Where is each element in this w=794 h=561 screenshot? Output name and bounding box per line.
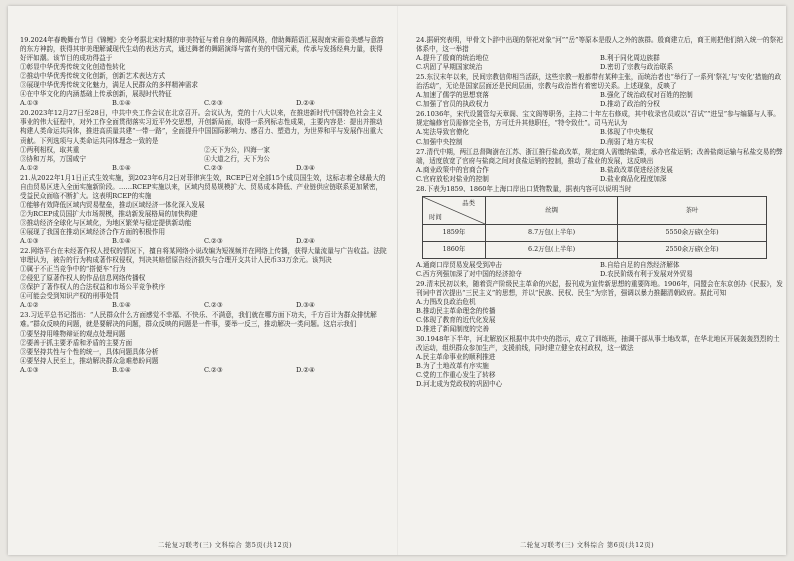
- question-21: [20, 174, 388, 246]
- choice-d[interactable]: D.盐业商品化程度加深: [600, 174, 667, 183]
- choice-c[interactable]: C.体现了教育的近代化发展: [416, 316, 496, 325]
- choice-a[interactable]: A.力图改良政治危机: [416, 297, 476, 306]
- question-stem: 30.1948年下半年，河北解放区根据中共中央的指示，成立了训练班，抽调干部从事土地改革，在华北地区开展轰轰烈烈的土改运动，组织群众参加生产，支援前线，同时建立健全农村政权，这一做法: [416, 335, 780, 353]
- choice-d[interactable]: D.农民阶级有利于发展对外贸易: [600, 269, 693, 278]
- question-stem: 27.清代中期，两江总督陶澍在江苏、浙江推行盐政改革，规定商人需缴纳盐课，承办官盐运销；改善盐商运输与私盐交易的弊端，适度放宽了官府与盐商之间对食盐运销的控制，推动了盐业的发展，这反映出: [416, 147, 783, 165]
- choice-c[interactable]: C.加强了官员的执政权力: [416, 100, 489, 109]
- choice-a[interactable]: A.通商口岸贸易发展受到冲击: [416, 260, 502, 269]
- statement: ①属于不正当竞争中的“搭便车”行为: [20, 265, 126, 274]
- choice-d[interactable]: D.③④: [296, 163, 315, 172]
- choice-a[interactable]: A.宪法导致官僚化: [416, 128, 470, 137]
- choice-c[interactable]: C.西方列强加深了对中国的经济掠夺: [416, 269, 522, 278]
- choice-a[interactable]: A.加速了儒学的思想衰落: [416, 91, 489, 100]
- choice-b[interactable]: B.自给自足的自然经济解体: [600, 260, 680, 269]
- statement: ④可能会受到知识产权的刑事处罚: [20, 292, 119, 301]
- table-cell-year: 1860年: [423, 241, 486, 258]
- choice-b[interactable]: B.为了土地改革有序实施: [416, 362, 489, 371]
- statement: ③保护了著作权人的合法权益和市场公平竞争秩序: [20, 283, 166, 292]
- choice-a[interactable]: A.①③: [20, 237, 39, 246]
- table-row: [423, 224, 767, 241]
- choice-row: [416, 100, 784, 109]
- choice-row: [416, 91, 784, 100]
- choice-b[interactable]: B.①④: [112, 301, 131, 310]
- right-page: [416, 36, 784, 536]
- statement: ②推动中华优秀传统文化创新，创新艺术表达方式: [20, 72, 166, 81]
- choice-row: [416, 138, 784, 147]
- statement: ①要坚持用唯物辩证的观点处理问题: [20, 329, 126, 338]
- statement-row: [20, 155, 388, 164]
- choice-d[interactable]: D.密切了宗教与政治联系: [600, 63, 674, 72]
- statement: ②要善于抓主要矛盾和矛盾的主要方面: [20, 338, 133, 347]
- choice-row: [20, 99, 388, 108]
- question-stem: 22.网络平台在未经著作权人授权的情况下，擅自将某网络小说改编为短视频并在网络上传播，获得大量流量与广告收益。法院审理认为，被告的行为构成著作权侵权，判决其赔偿原告经济损失与合理开支共计人民币33万余元。该判决: [20, 247, 387, 265]
- choice-b[interactable]: B.体现了中央集权: [600, 128, 654, 137]
- table-header-cell: 丝绸: [486, 196, 618, 224]
- table-cell-year: 1859年: [423, 224, 486, 241]
- choice-row: [416, 54, 784, 63]
- statement-row: [20, 146, 388, 155]
- choice-c[interactable]: C.党的工作重心发生了转移: [416, 371, 496, 380]
- exam-sheet: [8, 6, 786, 555]
- statement: ④在中华文化的内涵基础上传承创新，展现时代特征: [20, 90, 172, 99]
- statement: ③要坚持共性与个性的统一，具体问题具体分析: [20, 347, 159, 356]
- statement: ②侵犯了原著作权人的作品信息网络传播权: [20, 274, 146, 283]
- page-footer: 二轮复习联考(三) 文科综合 第6页(共12页): [520, 541, 655, 549]
- choice-c[interactable]: C.官府放松对盐业的控制: [416, 174, 489, 183]
- table-cell-tea: 5550余万磅(全年): [618, 224, 767, 241]
- choice-d[interactable]: D.削弱了地方实权: [600, 137, 654, 146]
- choice-row: [20, 301, 388, 310]
- question-23: [20, 311, 388, 374]
- choice-row: [416, 261, 784, 270]
- table-header-row: [423, 196, 767, 224]
- table-cell-silk: 6.2万包(上半年): [486, 241, 618, 258]
- choice-d[interactable]: D.③④: [296, 301, 315, 310]
- choice-row: [416, 175, 784, 184]
- choice-b[interactable]: B.①④: [112, 237, 131, 246]
- choice-row: [416, 128, 784, 137]
- statement: ④要坚持人民至上，推动解决群众急难愁盼问题: [20, 356, 159, 365]
- question-stem: 28.下表为1859、1860年上海口岸出口货物数量，据表内容可以说明当时: [416, 184, 632, 193]
- question-20: [20, 109, 388, 172]
- choice-d[interactable]: D.②④: [296, 365, 315, 374]
- question-stem: 26.1036年，宋代设置管勾天章阁、宝文阁等职务，主持二十年左右修成，其中收录官员或以“召试”“进呈”参与编纂与人事。规定编修官员需修完全书，方可迁升其他职任，“特令致仕”。司马光认为: [416, 110, 780, 128]
- choice-a[interactable]: A.提升了殷商的统治地位: [416, 54, 489, 63]
- choice-a[interactable]: A.民主革命事业的顺利推进: [416, 353, 496, 362]
- choice-d[interactable]: D.②④: [296, 237, 315, 246]
- question-stem: 29.清末民初以来，随着资产阶级民主革命的兴起，报刊成为宣传新思想的重要阵地。1906年，同盟会在东京创办《民报》，发刊词中首次提出“三民主义”的思想，并以“民族、民权、民生”为宗旨，强调以暴力推翻清朝政府。据此可知: [416, 279, 783, 297]
- choice-b[interactable]: B.①④: [112, 163, 131, 172]
- table-corner-cell: [423, 196, 486, 224]
- choice-a[interactable]: A.①③: [20, 365, 39, 374]
- statement: ③推动经济全球化与区域化，为地区繁荣与稳定提供新动能: [20, 218, 192, 227]
- choice-a[interactable]: A.①②: [20, 163, 39, 172]
- page-footer: 二轮复习联考(三) 文科综合 第5页(共12页): [158, 541, 293, 549]
- choice-a[interactable]: A.①③: [20, 99, 39, 108]
- question-29: [416, 280, 784, 334]
- choice-c[interactable]: C.②③: [204, 365, 223, 374]
- statement: ③展现中华优秀传统文化魅力，满足人民群众的多样精神需求: [20, 81, 199, 90]
- choice-b[interactable]: B.①④: [112, 99, 131, 108]
- table-cell-silk: 8.7万包(上半年): [486, 224, 618, 241]
- statement: ①两利相权，取其重: [20, 145, 80, 154]
- question-30: [416, 335, 784, 389]
- question-28: [416, 185, 784, 279]
- choice-b[interactable]: B.利于同化周边族群: [600, 54, 660, 63]
- corner-label-time: 时间: [429, 212, 442, 221]
- choice-c[interactable]: C.加强中央控制: [416, 137, 463, 146]
- statement: ④展现了我国在推动区域经济合作方面的积极作用: [20, 227, 166, 236]
- choice-c[interactable]: C.②③: [204, 163, 223, 172]
- question-27: [416, 148, 784, 184]
- choice-row: [20, 237, 388, 246]
- statement: ②天下为公，四海一家: [204, 145, 270, 154]
- diagonal-header: [423, 197, 485, 224]
- choice-b[interactable]: B.①④: [112, 365, 131, 374]
- choice-c[interactable]: C.②③: [204, 301, 223, 310]
- choice-row: [20, 366, 388, 375]
- question-stem: 19.2024年春晚舞台节目《锦鲤》充分考据北宋时期的审美特征与着自身的舞蹈风格，借助舞蹈语汇展现南宋画卷美感与意韵的东方神韵，获得其审美理解诚现代生动的表达方式，通过舞者的舞蹈演绎与富有美的中国元素，传承与发扬经典力量，获得好评如潮。该节目的成功得益于: [20, 36, 384, 63]
- page-fold-divider: [397, 6, 398, 555]
- choice-c[interactable]: C.②③: [204, 237, 223, 246]
- choice-row: [416, 270, 784, 279]
- choice-d[interactable]: D.河北成为党政权的巩固中心: [416, 380, 503, 389]
- statement: ①彰显中华优秀传统文化创造性转化: [20, 63, 126, 72]
- table-cell-tea: 2550余万磅(全年): [618, 241, 767, 258]
- choice-d[interactable]: D.推动了政治的分权: [600, 100, 660, 109]
- choice-row: [416, 63, 784, 72]
- choice-d[interactable]: D.②④: [296, 99, 315, 108]
- statement: ②为RCEP成员国扩大市场规模，推动新发展格局的加快构建: [20, 209, 198, 218]
- choice-d[interactable]: D.推进了新闻制度的完善: [416, 325, 490, 334]
- question-stem: 23.习近平总书记指出：“人民群众什么方面感觉不幸福、不快乐、不满意，我们就在哪方面下功夫，千方百计为群众排忧解难。”群众反映的问题，就是要解决的问题，群众反映的问题是一件事，要举一反三，推动解决一类问题。这启示我们: [20, 311, 377, 329]
- export-data-table: [422, 196, 767, 259]
- question-24: [416, 36, 784, 72]
- table-row: [423, 241, 767, 258]
- statement: ④大道之行，天下为公: [204, 154, 270, 163]
- question-26: [416, 110, 784, 146]
- question-stem: 25.东汉末年以来，民间宗教信仰相当活跃，这些宗教一般都带有某种主张，而统治者也“举行了一系列‘祭礼’与‘安化’措施的政治活动”，无论是国家层面还是民间层面，宗教与政治皆有着密切关系。上述现象，反映了: [416, 73, 782, 91]
- choice-a[interactable]: A.商业政策中的官商合作: [416, 165, 489, 174]
- choice-b[interactable]: B.盐政改革促进经济发展: [600, 165, 673, 174]
- question-stem: 24.据研究表明，甲骨文卜辞中出现的祭祀对象“河”“岳”等原本是殷人之外的族群。殷商建立后，商王则把他们纳入统一的祭祀体系中，这一举措: [416, 36, 783, 54]
- choice-a[interactable]: A.①②: [20, 301, 39, 310]
- corner-label-category: 品类: [462, 198, 475, 207]
- question-22: [20, 247, 388, 310]
- question-stem: 20.2023年12月27日至28日，中共中央工作会议在北京召开。会议认为，党的十八大以来，在推进新时代中国特色社会主义事业的伟大征程中，对外工作全面贯彻落实习近平外交思想，开创新局面，取得一系列标志性成果，主要内容是：提出并推动构建人类命运共同体，推进高质量共建“一带一路”，全面提升中国国际影响力、感召力、塑造力，为世界和平与发展作出重大贡献。下列选项与人类命运共同体理念一致的是: [20, 109, 383, 145]
- choice-c[interactable]: C.②③: [204, 99, 223, 108]
- choice-row: [416, 166, 784, 175]
- statement: ①能够有效降低区域内贸易壁垒，推动区域经济一体化深入发展: [20, 200, 205, 209]
- choice-c[interactable]: C.巩固了早期国家统治: [416, 63, 483, 72]
- question-25: [416, 73, 784, 109]
- question-19: [20, 36, 388, 108]
- choice-row: [20, 164, 388, 173]
- choice-b[interactable]: B.强化了统治政权对百姓的控制: [600, 91, 693, 100]
- left-page: [20, 36, 388, 536]
- table-header-cell: 茶叶: [618, 196, 767, 224]
- question-stem: 21.从2022年1月1日正式生效实施，到2023年6月2日对菲律宾生效，RCEP已对全部15个成员国生效，这标志着全球最大的自由贸易区进入全面实施新阶段。……RCEP实施以来，区域内贸易规模扩大、贸易成本降低、产业链供应链联系更加紧密，受益民众面临不断扩大。这表明RCEP的实施: [20, 173, 386, 200]
- statement: ③协和万邦，万国咸宁: [20, 154, 86, 163]
- choice-b[interactable]: B.推动民主革命理念的传播: [416, 307, 496, 316]
